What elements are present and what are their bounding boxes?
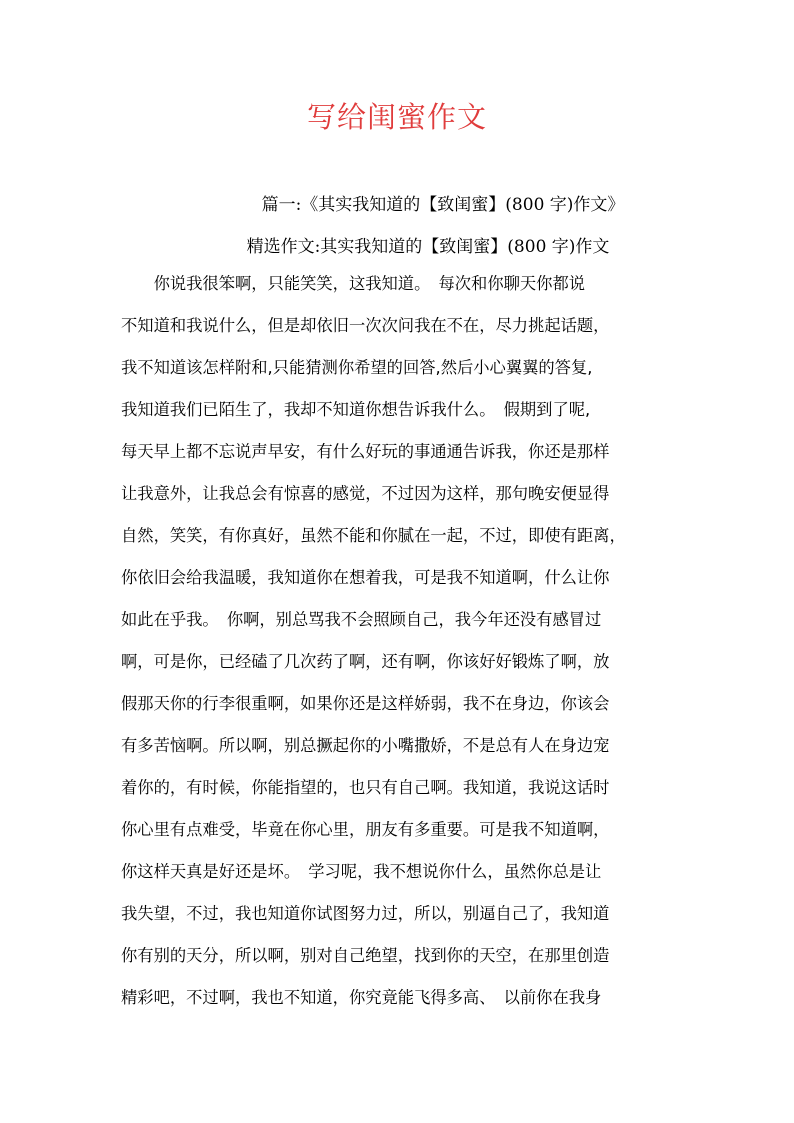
article-subheading: 精选作文:其实我知道的【致闺蜜】(800 字)作文 [246, 237, 610, 257]
text-line: 假那天你的行李很重啊，如果你还是这样娇弱，我不在身边，你该会 [121, 694, 610, 713]
text-line: 啊，可是你，已经磕了几次药了啊，还有啊，你该好好锻炼了啊，放 [121, 652, 610, 671]
page-title: 写给闺蜜作文 [306, 100, 487, 134]
text-line: 我知道我们已陌生了，我却不知道你想告诉我什么。 假期到了呢, [121, 400, 591, 419]
text-line: 有多苦恼啊。所以啊，别总撅起你的小嘴撒娇，不是总有人在身边宠 [121, 736, 610, 755]
text-line: 每天早上都不忘说声早安，有什么好玩的事通通告诉我，你还是那样 [121, 442, 610, 461]
text-line: 你有别的天分，所以啊，别对自己绝望，找到你的天空，在那里创造 [121, 946, 610, 965]
article-heading: 篇一:《其实我知道的【致闺蜜】(800 字)作文》 [261, 195, 625, 215]
text-line: 你这样天真是好还是坏。 学习呢，我不想说你什么，虽然你总是让 [121, 862, 602, 881]
text-line: 你说我很笨啊，只能笑笑，这我知道。 每次和你聊天你都说 [121, 274, 586, 293]
text-line: 让我意外，让我总会有惊喜的感觉，不过因为这样，那句晚安便显得 [121, 484, 610, 503]
text-line: 着你的，有时候，你能指望的，也只有自己啊。我知道，我说这话时 [121, 778, 610, 797]
text-line: 我失望，不过，我也知道你试图努力过，所以，别逼自己了，我知道 [121, 904, 610, 923]
text-line: 你依旧会给我温暖，我知道你在想着我，可是我不知道啊，什么让你 [121, 568, 610, 587]
text-line: 不知道和我说什么，但是却依旧一次次问我在不在，尽力挑起话题， [121, 316, 610, 335]
text-line: 精彩吧，不过啊，我也不知道，你究竟能飞得多高、 以前你在我身 [121, 988, 602, 1007]
text-line: 自然，笑笑，有你真好，虽然不能和你腻在一起，不过，即使有距离， [121, 526, 626, 545]
text-line: 如此在乎我。 你啊，别总骂我不会照顾自己，我今年还没有感冒过 [121, 610, 602, 629]
text-line: 我不知道该怎样附和,只能猜测你希望的回答,然后小心翼翼的答复, [121, 358, 593, 377]
text-line: 你心里有点难受，毕竟在你心里，朋友有多重要。可是我不知道啊， [121, 820, 610, 839]
